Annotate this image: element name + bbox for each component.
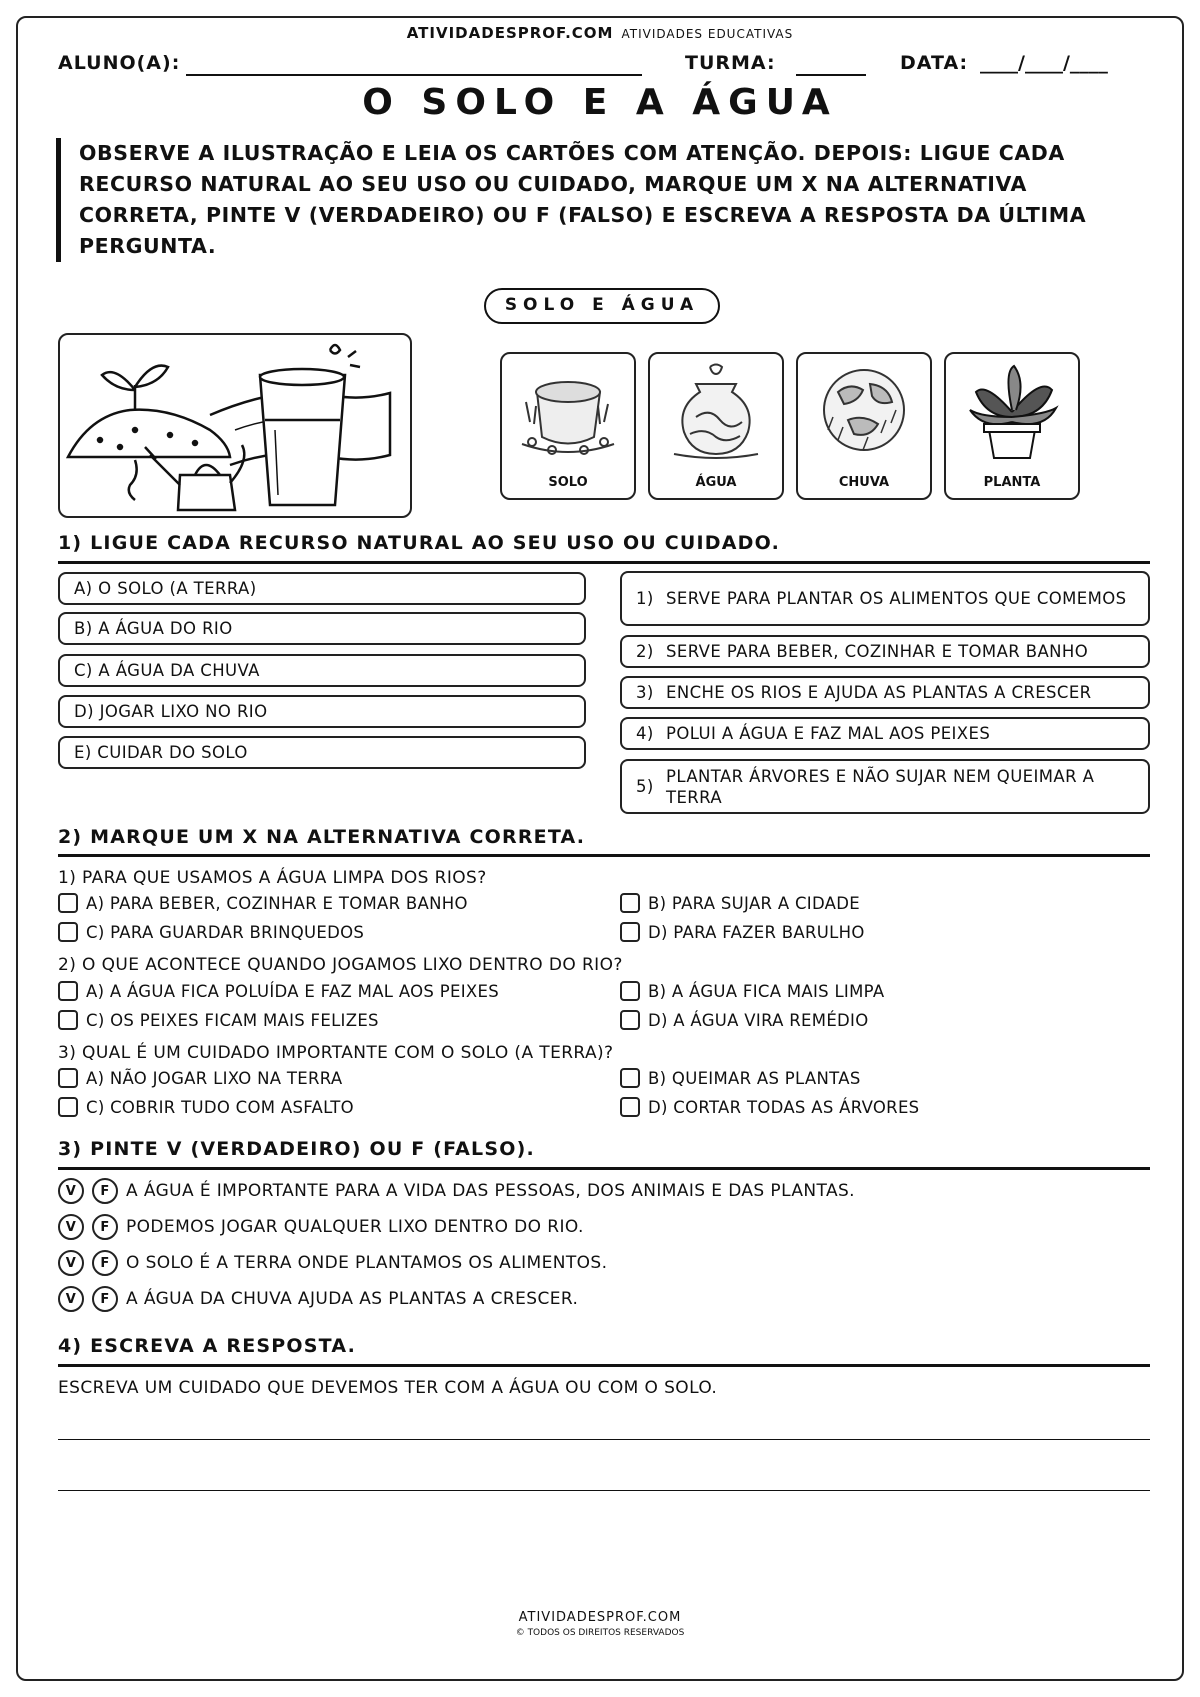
option-label: B) PARA SUJAR A CIDADE xyxy=(648,893,860,913)
soil-water-illustration xyxy=(58,333,412,518)
student-label: ALUNO(A): xyxy=(58,52,181,74)
match-left-item[interactable]: A) O SOLO (A TERRA) xyxy=(58,572,586,605)
answer-line[interactable] xyxy=(58,1439,1150,1440)
topic-pill: SOLO E ÁGUA xyxy=(484,288,720,324)
option-label: D) CORTAR TODAS AS ÁRVORES xyxy=(648,1097,920,1117)
question-text: 2) O QUE ACONTECE QUANDO JOGAMOS LIXO DENTRO DO RIO? xyxy=(58,955,623,975)
option[interactable] xyxy=(58,922,364,942)
true-circle[interactable]: V xyxy=(58,1214,84,1240)
match-number: 5) xyxy=(636,777,654,796)
option[interactable] xyxy=(620,1068,861,1088)
card-agua xyxy=(648,352,784,500)
question-text: 1) PARA QUE USAMOS A ÁGUA LIMPA DOS RIOS? xyxy=(58,868,487,888)
true-circle[interactable]: V xyxy=(58,1250,84,1276)
checkbox[interactable] xyxy=(58,1068,78,1088)
question-text: ESCREVA UM CUIDADO QUE DEVEMOS TER COM A ÁGUA OU COM O SOLO. xyxy=(58,1378,718,1398)
option-label: A) NÃO JOGAR LIXO NA TERRA xyxy=(86,1068,343,1088)
option-label: B) QUEIMAR AS PLANTAS xyxy=(648,1068,861,1088)
option[interactable] xyxy=(58,981,499,1001)
option-label: C) PARA GUARDAR BRINQUEDOS xyxy=(86,922,365,942)
match-right-item[interactable] xyxy=(620,571,1150,626)
illustration-icon xyxy=(60,335,410,516)
question-text: 3) QUAL É UM CUIDADO IMPORTANTE COM O SOLO (A TERRA)? xyxy=(58,1043,614,1063)
checkbox[interactable] xyxy=(620,1010,640,1030)
checkbox[interactable] xyxy=(620,1097,640,1117)
option-label: B) A ÁGUA FICA MAIS LIMPA xyxy=(648,981,885,1001)
checkbox[interactable] xyxy=(58,1010,78,1030)
option[interactable] xyxy=(620,1097,919,1117)
true-false-item xyxy=(58,1214,584,1240)
card-label: PLANTA xyxy=(983,475,1041,490)
true-circle[interactable]: V xyxy=(58,1286,84,1312)
option[interactable] xyxy=(620,893,860,913)
option-label: D) A ÁGUA VIRA REMÉDIO xyxy=(648,1010,869,1030)
false-circle[interactable]: F xyxy=(92,1286,118,1312)
match-left-item[interactable]: B) A ÁGUA DO RIO xyxy=(58,612,586,645)
class-label: TURMA: xyxy=(685,52,776,74)
match-left-item[interactable]: D) JOGAR LIXO NO RIO xyxy=(58,695,586,728)
date-field[interactable]: ____/____/____ xyxy=(980,52,1108,74)
site-header xyxy=(0,24,1200,42)
statement-text: A ÁGUA DA CHUVA AJUDA AS PLANTAS A CRESCER. xyxy=(126,1289,579,1309)
match-text: SERVE PARA PLANTAR OS ALIMENTOS QUE COMEMOS xyxy=(666,589,1127,608)
card-label: SOLO xyxy=(548,475,588,490)
site-name: ATIVIDADESPROF.COM xyxy=(406,24,614,42)
option-label: A) PARA BEBER, COZINHAR E TOMAR BANHO xyxy=(86,893,468,913)
option[interactable] xyxy=(620,1010,869,1030)
instructions: OBSERVE A ILUSTRAÇÃO E LEIA OS CARTÕES COM ATENÇÃO. DEPOIS: LIGUE CADA RECURSO NATURAL AO SEU USO OU CUIDADO, MARQUE UM X NA ALTERNATIVA CORRETA, PINTE V (VERDADEIRO) OU F (FALSO) E ESCREVA A RESPOSTA DA ÚLTIMA PERGUNTA. xyxy=(56,138,1129,262)
date-label: DATA: xyxy=(900,52,969,74)
true-false-item xyxy=(58,1286,578,1312)
false-circle[interactable]: F xyxy=(92,1250,118,1276)
section-divider xyxy=(58,1364,1150,1367)
site-tagline: ATIVIDADES EDUCATIVAS xyxy=(621,27,794,41)
answer-line[interactable] xyxy=(58,1490,1150,1491)
checkbox[interactable] xyxy=(58,981,78,1001)
checkbox[interactable] xyxy=(620,981,640,1001)
water-jar-icon xyxy=(660,362,772,462)
page-title: O SOLO E A ÁGUA xyxy=(362,82,838,123)
option[interactable] xyxy=(58,1097,354,1117)
statement-text: O SOLO É A TERRA ONDE PLANTAMOS OS ALIMENTOS. xyxy=(126,1253,608,1273)
true-false-item xyxy=(58,1250,607,1276)
student-name-field[interactable] xyxy=(186,74,642,76)
rain-globe-icon xyxy=(808,362,920,462)
true-circle[interactable]: V xyxy=(58,1178,84,1204)
option[interactable] xyxy=(620,981,884,1001)
checkbox[interactable] xyxy=(620,1068,640,1088)
match-number: 3) xyxy=(636,683,654,702)
card-label: CHUVA xyxy=(838,475,890,490)
match-number: 2) xyxy=(636,642,654,661)
card-planta xyxy=(944,352,1080,500)
match-right-item[interactable] xyxy=(620,717,1150,750)
potted-plant-icon xyxy=(956,362,1068,462)
false-circle[interactable]: F xyxy=(92,1178,118,1204)
match-right-item[interactable] xyxy=(620,676,1150,709)
footer-site: ATIVIDADESPROF.COM xyxy=(518,1610,682,1625)
match-text: PLANTAR ÁRVORES E NÃO SUJAR NEM QUEIMAR A TERRA xyxy=(666,766,1095,807)
section4-title: 4) ESCREVA A RESPOSTA. xyxy=(58,1335,357,1357)
option-label: D) PARA FAZER BARULHO xyxy=(648,922,865,942)
match-text: ENCHE OS RIOS E AJUDA AS PLANTAS A CRESCER xyxy=(666,683,1092,702)
true-false-item xyxy=(58,1178,855,1204)
card-label: ÁGUA xyxy=(695,475,737,490)
checkbox[interactable] xyxy=(58,1097,78,1117)
section-divider xyxy=(58,1167,1150,1170)
statement-text: PODEMOS JOGAR QUALQUER LIXO DENTRO DO RIO. xyxy=(126,1217,584,1237)
match-right-item[interactable] xyxy=(620,635,1150,668)
section2-title: 2) MARQUE UM X NA ALTERNATIVA CORRETA. xyxy=(58,826,586,848)
checkbox[interactable] xyxy=(58,922,78,942)
page-frame xyxy=(16,16,1184,1681)
match-right-item[interactable] xyxy=(620,759,1150,814)
checkbox[interactable] xyxy=(620,922,640,942)
option[interactable] xyxy=(620,922,865,942)
match-number: 4) xyxy=(636,724,654,743)
card-solo xyxy=(500,352,636,500)
option-label: C) OS PEIXES FICAM MAIS FELIZES xyxy=(86,1010,379,1030)
soil-icon xyxy=(512,362,624,462)
match-left-item[interactable]: E) CUIDAR DO SOLO xyxy=(58,736,586,769)
section3-title: 3) PINTE V (VERDADEIRO) OU F (FALSO). xyxy=(58,1138,535,1160)
option[interactable] xyxy=(58,893,468,913)
card-chuva xyxy=(796,352,932,500)
option[interactable] xyxy=(58,1010,379,1030)
option-label: C) COBRIR TUDO COM ASFALTO xyxy=(86,1097,354,1117)
match-text: POLUI A ÁGUA E FAZ MAL AOS PEIXES xyxy=(666,724,991,743)
match-left-item[interactable]: C) A ÁGUA DA CHUVA xyxy=(58,654,586,687)
statement-text: A ÁGUA É IMPORTANTE PARA A VIDA DAS PESSOAS, DOS ANIMAIS E DAS PLANTAS. xyxy=(126,1181,855,1201)
class-field[interactable] xyxy=(796,74,866,76)
checkbox[interactable] xyxy=(58,893,78,913)
section-divider xyxy=(58,561,1150,564)
false-circle[interactable]: F xyxy=(92,1214,118,1240)
match-number: 1) xyxy=(636,589,654,608)
footer-rights: © TODOS OS DIREITOS RESERVADOS xyxy=(515,1628,685,1638)
checkbox[interactable] xyxy=(620,893,640,913)
match-text: SERVE PARA BEBER, COZINHAR E TOMAR BANHO xyxy=(666,642,1089,661)
option[interactable] xyxy=(58,1068,342,1088)
section-divider xyxy=(58,854,1150,857)
option-label: A) A ÁGUA FICA POLUÍDA E FAZ MAL AOS PEIXES xyxy=(86,981,499,1001)
section1-title: 1) LIGUE CADA RECURSO NATURAL AO SEU USO OU CUIDADO. xyxy=(58,532,780,554)
